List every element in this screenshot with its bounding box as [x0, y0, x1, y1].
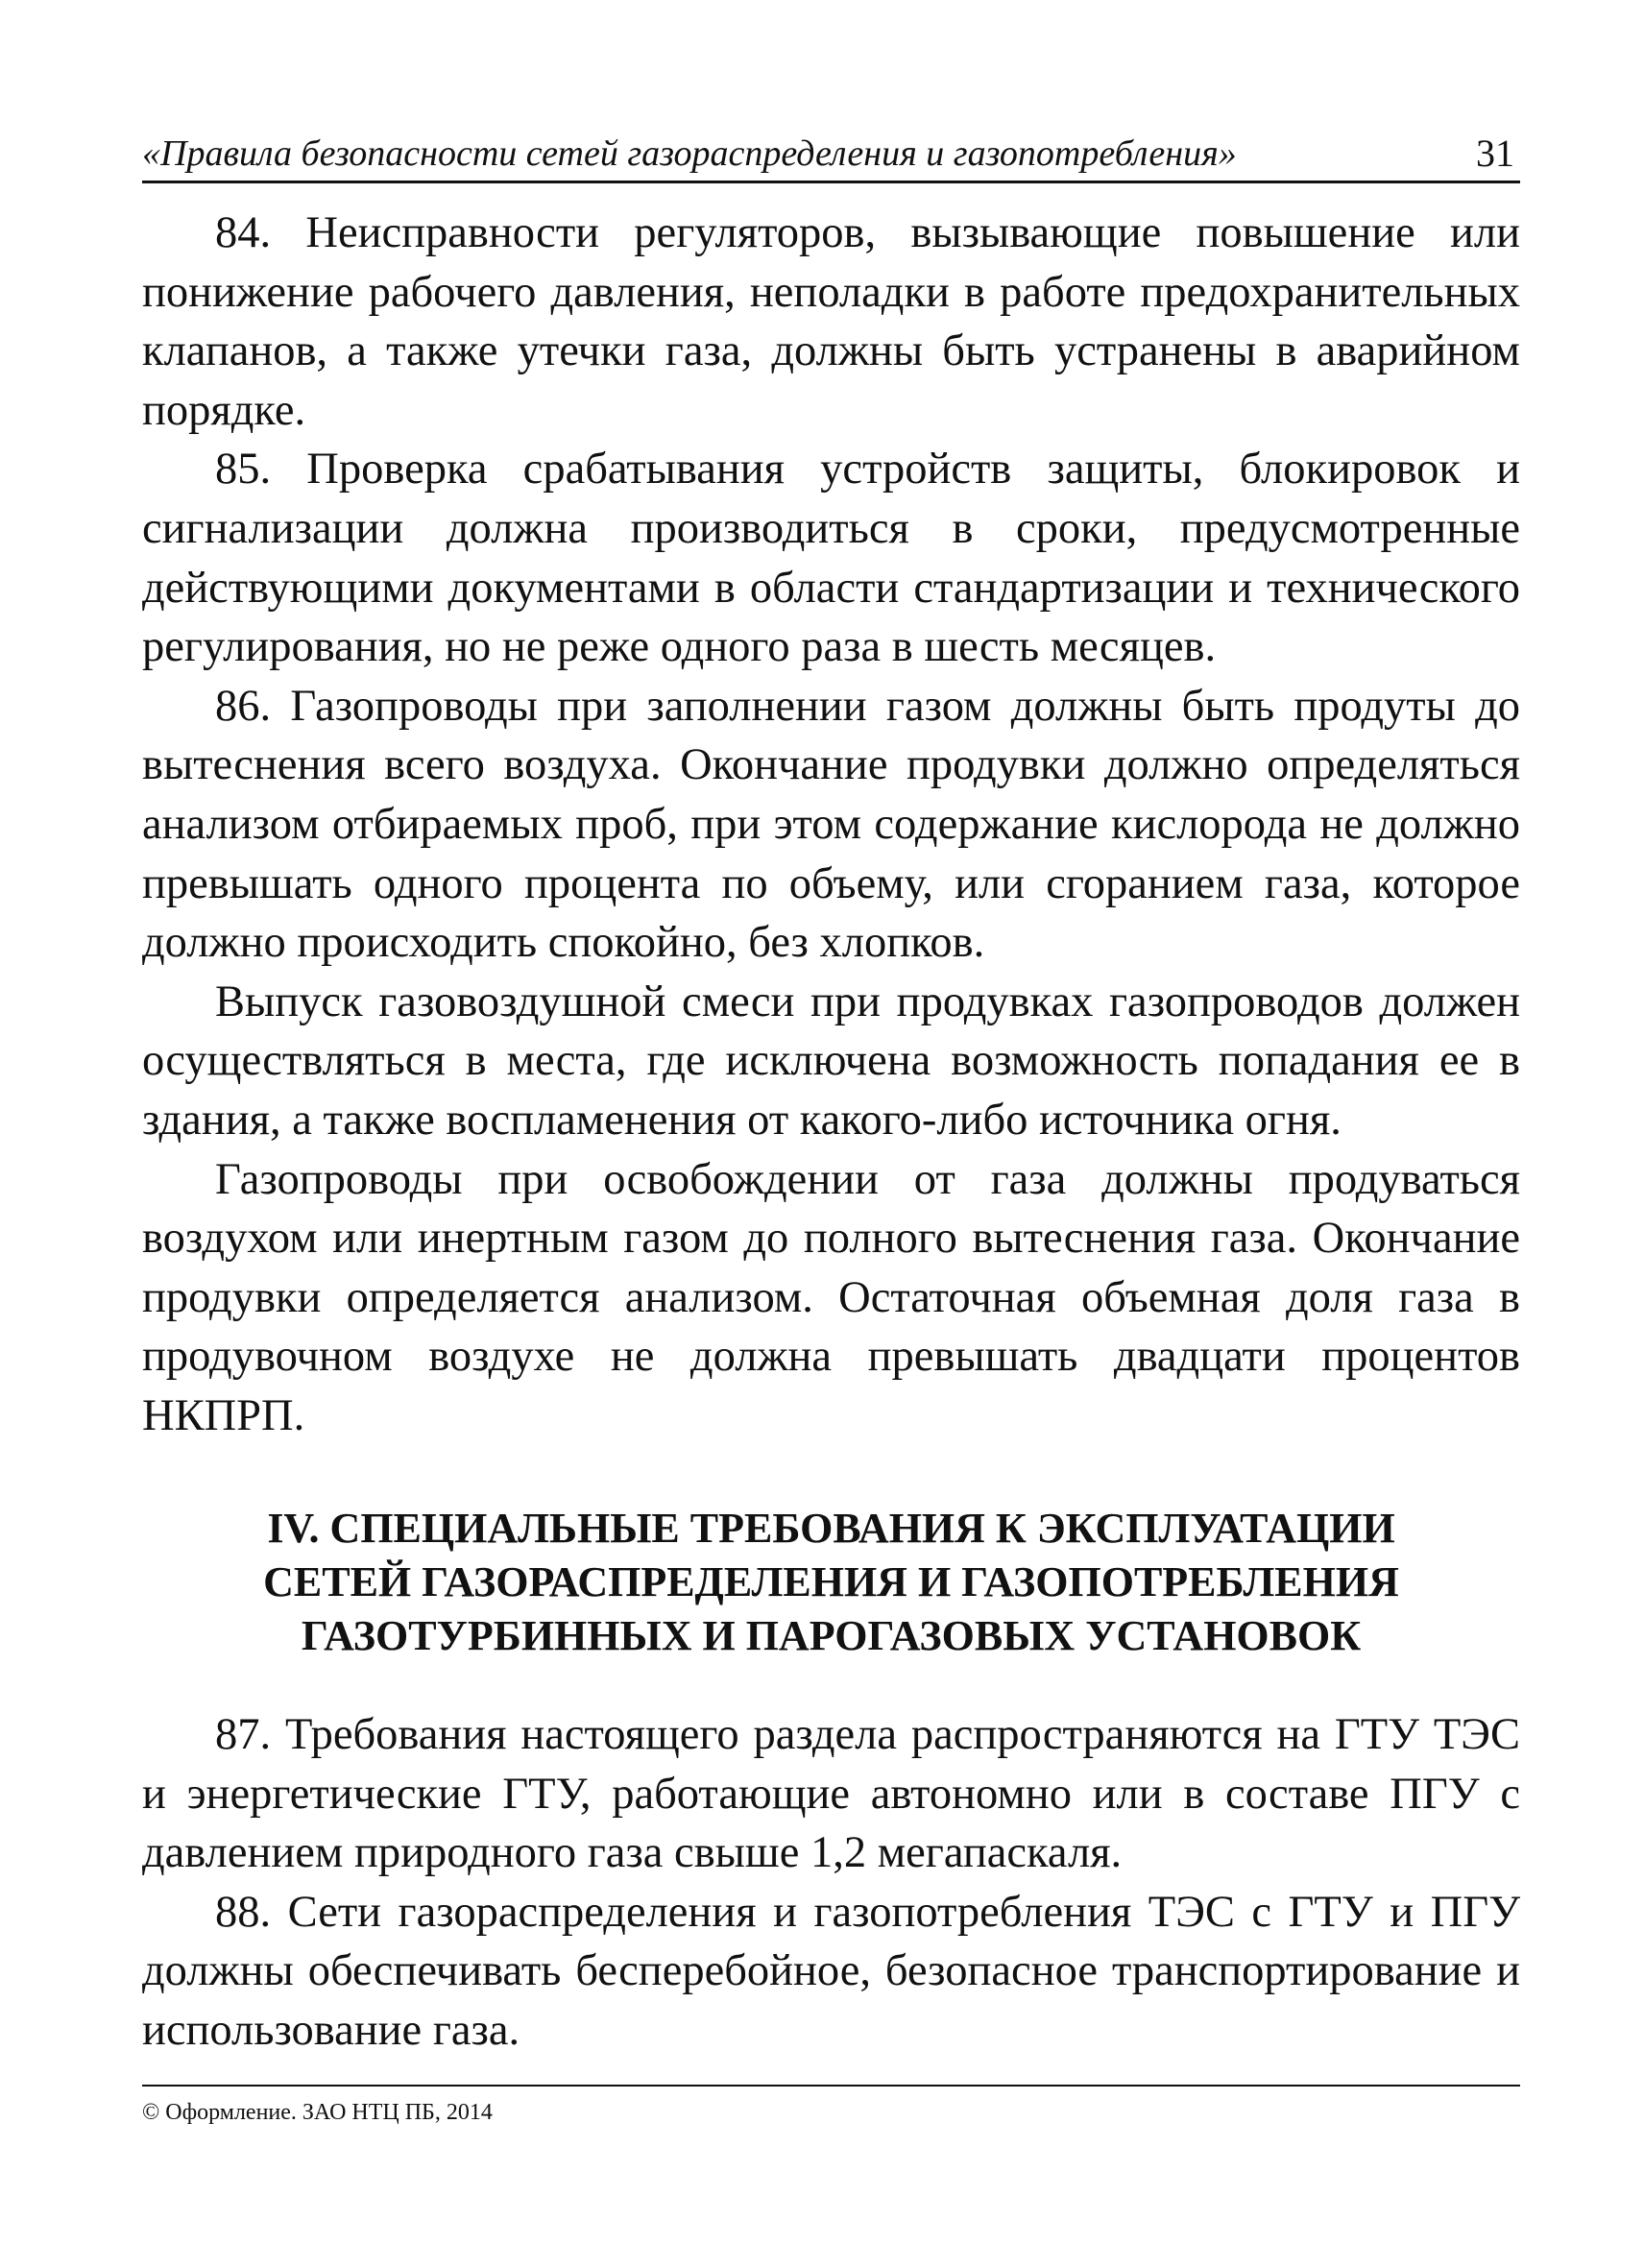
section-heading — [142, 1502, 1520, 1663]
copyright-notice: © Оформление. ЗАО НТЦ ПБ, 2014 — [142, 2100, 493, 2125]
page-footer — [142, 2085, 1520, 2127]
header-title: «Правила безопасности сетей газораспределения и газопотребления» — [142, 133, 1237, 174]
paragraph-85: 85. Проверка срабатывания устройств защиты, блокировок и сигнализации должна производиться в сроки, предусмотренные действующими документами в области стандартизации и технического регулирования, но не реже одного раза в шесть месяцев. — [142, 445, 1520, 672]
paragraph-84: 84. Неисправности регуляторов, вызывающие повышение или понижение рабочего давления, неполадки в работе предохранительных клапанов, а также утечки газа, должны быть устранены в аварийном порядке. — [142, 208, 1520, 435]
section-heading-line: СЕТЕЙ ГАЗОРАСПРЕДЕЛЕНИЯ И ГАЗОПОТРЕБЛЕНИЯ — [263, 1558, 1399, 1605]
paragraph-87: 87. Требования настоящего раздела распространяются на ГТУ ТЭС и энергетические ГТУ, работающие автономно или в составе ПГУ с давлением природного газа свыше 1,2 мегапаскаля. — [142, 1710, 1520, 1878]
section-heading-line: ГАЗОТУРБИННЫХ И ПАРОГАЗОВЫХ УСТАНОВОК — [301, 1612, 1362, 1659]
section-body-text — [142, 1705, 1520, 2061]
body-text — [142, 204, 1520, 1445]
paragraph-88: 88. Сети газораспределения и газопотребления ТЭС с ГТУ и ПГУ должны обеспечивать бесперебойное, безопасное транспортирование и использование газа. — [142, 1887, 1520, 2055]
paragraph-86: 86. Газопроводы при заполнении газом должны быть продуты до вытеснения всего воздуха. Окончание продувки должно определяться анализом отбираемых проб, при этом содержание кислорода не должно превышать одного процента по объему, или сгоранием газа, которое должно происходить спокойно, без хлопков. — [142, 681, 1520, 968]
paragraph-86-gas-release: Газопроводы при освобождении от газа должны продуваться воздухом или инертным газом до полного вытеснения газа. Окончание продувки определяется анализом. Остаточная объемная доля газа в продувочном воздухе не должна превышать двадцати процентов НКПРП. — [142, 1154, 1520, 1440]
paragraph-86-purge-release: Выпуск газовоздушной смеси при продувках газопроводов должен осуществляться в места, где исключена возможность попадания ее в здания, а также воспламенения от какого-либо источника огня. — [142, 977, 1520, 1145]
page-number: 31 — [1476, 132, 1514, 175]
running-header — [142, 131, 1520, 183]
section-heading-line: IV. СПЕЦИАЛЬНЫЕ ТРЕБОВАНИЯ К ЭКСПЛУАТАЦИИ — [267, 1505, 1395, 1552]
